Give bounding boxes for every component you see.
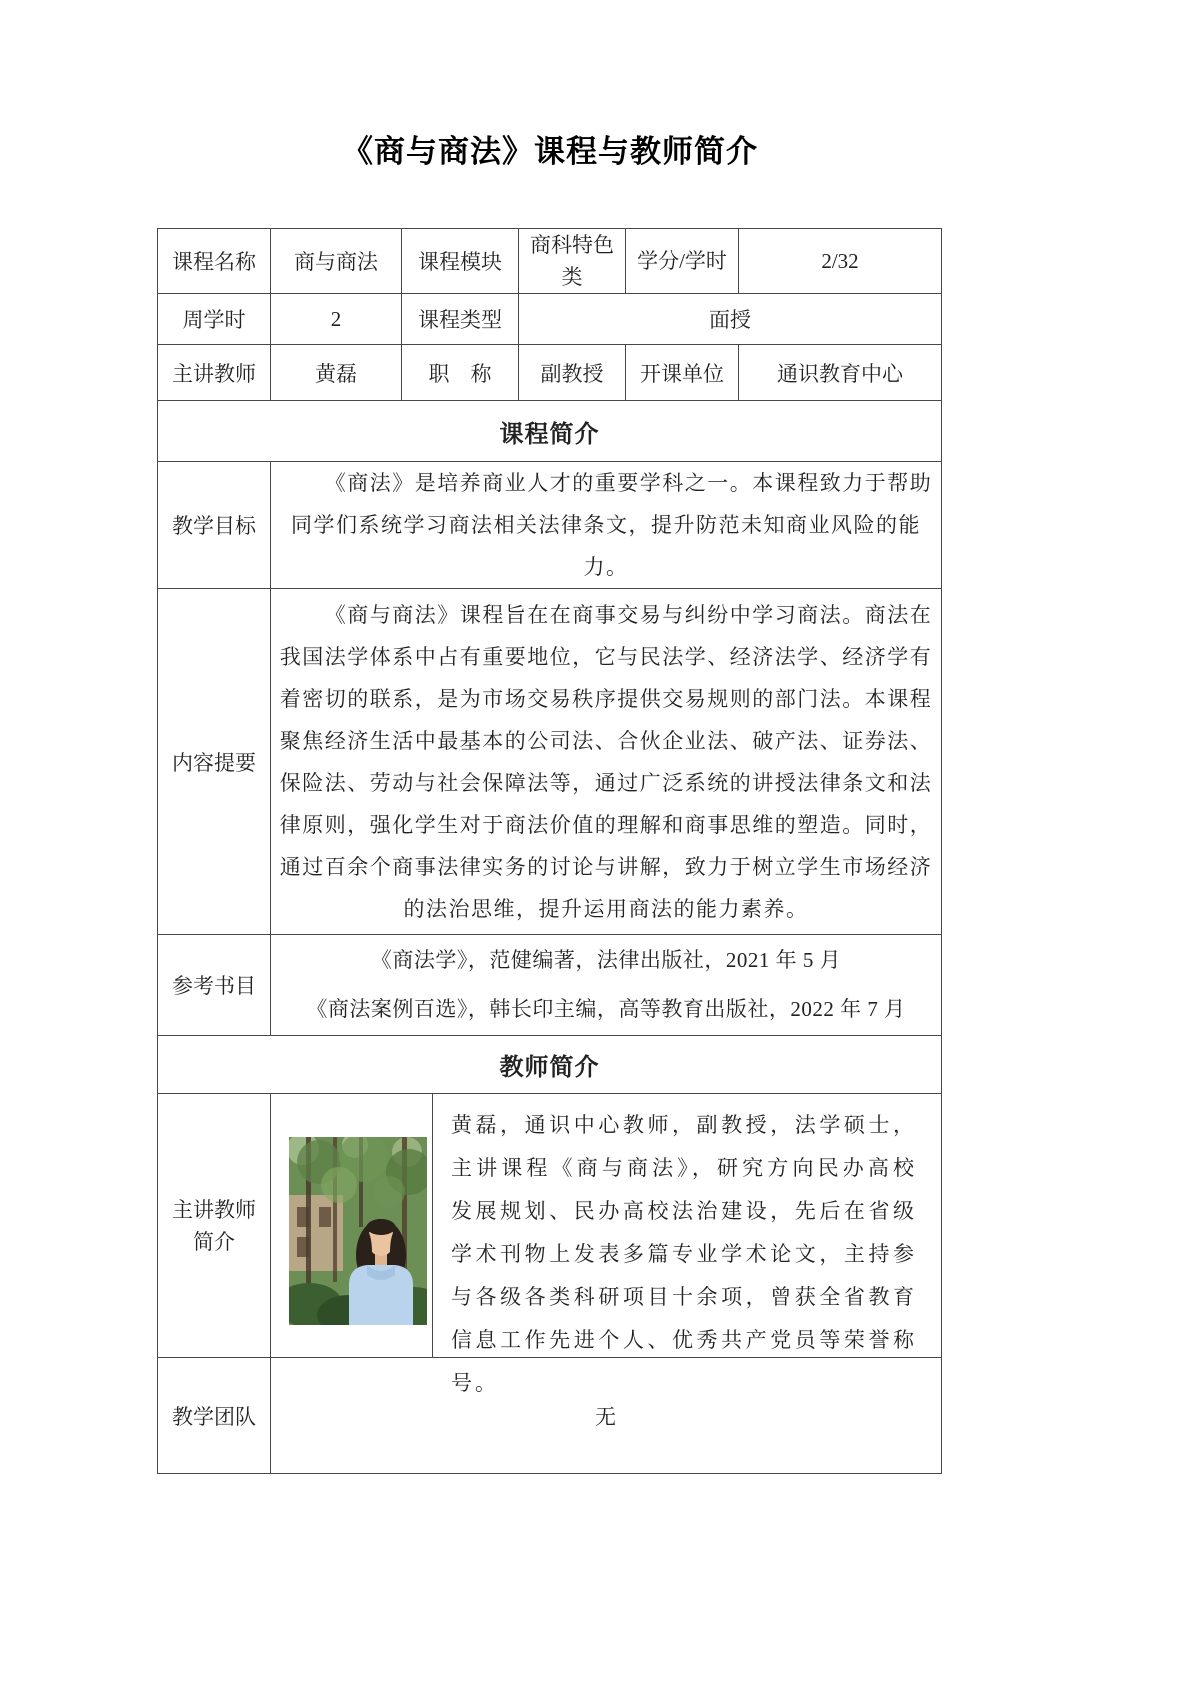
- table-row-content-summary: [158, 589, 942, 935]
- teaching-team-label: 教学团队: [158, 1358, 271, 1474]
- teaching-goal-paragraph: 《商法》是培养商业人才的重要学科之一。本课程致力于帮助同学们系统学习商法相关法律条文，提升防范未知商业风险的能力。: [291, 471, 933, 579]
- course-name-value: 商与商法: [271, 229, 402, 294]
- teacher-bio-label: 主讲教师简介: [158, 1094, 271, 1358]
- table-row-teacher-bio: [158, 1094, 942, 1358]
- offering-unit-value: 通识教育中心: [739, 345, 942, 401]
- course-name-label: 课程名称: [158, 229, 271, 294]
- title-label: 职 称: [402, 345, 519, 401]
- teacher-photo: [289, 1137, 427, 1325]
- course-module-value: 商科特色类: [519, 229, 626, 294]
- teaching-team-value: 无: [271, 1358, 942, 1474]
- teacher-photo-cell: [277, 1094, 433, 1357]
- reference-item: 《商法案例百选》，韩长印主编，高等教育出版社，2022 年 7 月: [306, 997, 906, 1021]
- table-row-references: [158, 935, 942, 1036]
- course-module-label: 课程模块: [402, 229, 519, 294]
- course-intro-header: 课程简介: [158, 401, 942, 462]
- offering-unit-label: 开课单位: [626, 345, 739, 401]
- course-info-table: [157, 228, 942, 1474]
- table-row-teaching-goal: [158, 462, 942, 589]
- weekly-hours-value: 2: [271, 294, 402, 345]
- teaching-goal-label: 教学目标: [158, 462, 271, 589]
- teacher-bio-content: [271, 1094, 942, 1395]
- teacher-bio-text: [433, 1094, 935, 1395]
- references-list: [271, 935, 942, 1036]
- table-row-teacher-intro-header: [158, 1036, 942, 1094]
- table-row-weekly-hours: [158, 294, 942, 345]
- content-summary-paragraph: 《商与商法》课程旨在在商事交易与纠纷中学习商法。商法在我国法学体系中占有重要地位，它与民法学、经济法学、经济学有着密切的联系，是为市场交易秩序提供交易规则的部门法。本课程聚焦经济生活中最基本的公司法、合伙企业法、破产法、证券法、保险法、劳动与社会保障法等，通过广泛系统的讲授法律条文和法律原则，强化学生对于商法价值的理解和商事思维的塑造。同时，通过百余个商事法律实务的讨论与讲解，致力于树立学生市场经济的法治思维，提升运用商法的能力素养。: [279, 602, 933, 921]
- course-type-value: 面授: [519, 294, 942, 345]
- teacher-bio-paragraph: 黄磊，通识中心教师，副教授，法学硕士，主讲课程《商与商法》，研究方向民办高校发展规划、民办高校法治建设，先后在省级学术刊物上发表多篇专业学术论文，主持参与各级各类科研项目十余项，曾获全省教育信息工作先进个人、优秀共产党员等荣誉称号。: [451, 1113, 917, 1395]
- reference-item: 《商法学》，范健编著，法律出版社，2021 年 5 月: [370, 948, 842, 972]
- teacher-intro-header: 教师简介: [158, 1036, 942, 1094]
- course-type-label: 课程类型: [402, 294, 519, 345]
- teacher-bio-layout: [277, 1094, 935, 1395]
- title-value: 副教授: [519, 345, 626, 401]
- content-summary-text: [271, 589, 942, 935]
- table-row-teaching-team: [158, 1358, 942, 1474]
- lecturer-name: 黄磊: [271, 345, 402, 401]
- content-summary-label: 内容提要: [158, 589, 271, 935]
- table-row-lecturer: [158, 345, 942, 401]
- teaching-goal-text: [271, 462, 942, 589]
- references-label: 参考书目: [158, 935, 271, 1036]
- credit-hours-label: 学分/学时: [626, 229, 739, 294]
- credit-hours-value: 2/32: [739, 229, 942, 294]
- table-row-course-name: [158, 229, 942, 294]
- page-title: 《商与商法》课程与教师简介: [342, 134, 758, 169]
- lecturer-label: 主讲教师: [158, 345, 271, 401]
- weekly-hours-label: 周学时: [158, 294, 271, 345]
- table-row-course-intro-header: [158, 401, 942, 462]
